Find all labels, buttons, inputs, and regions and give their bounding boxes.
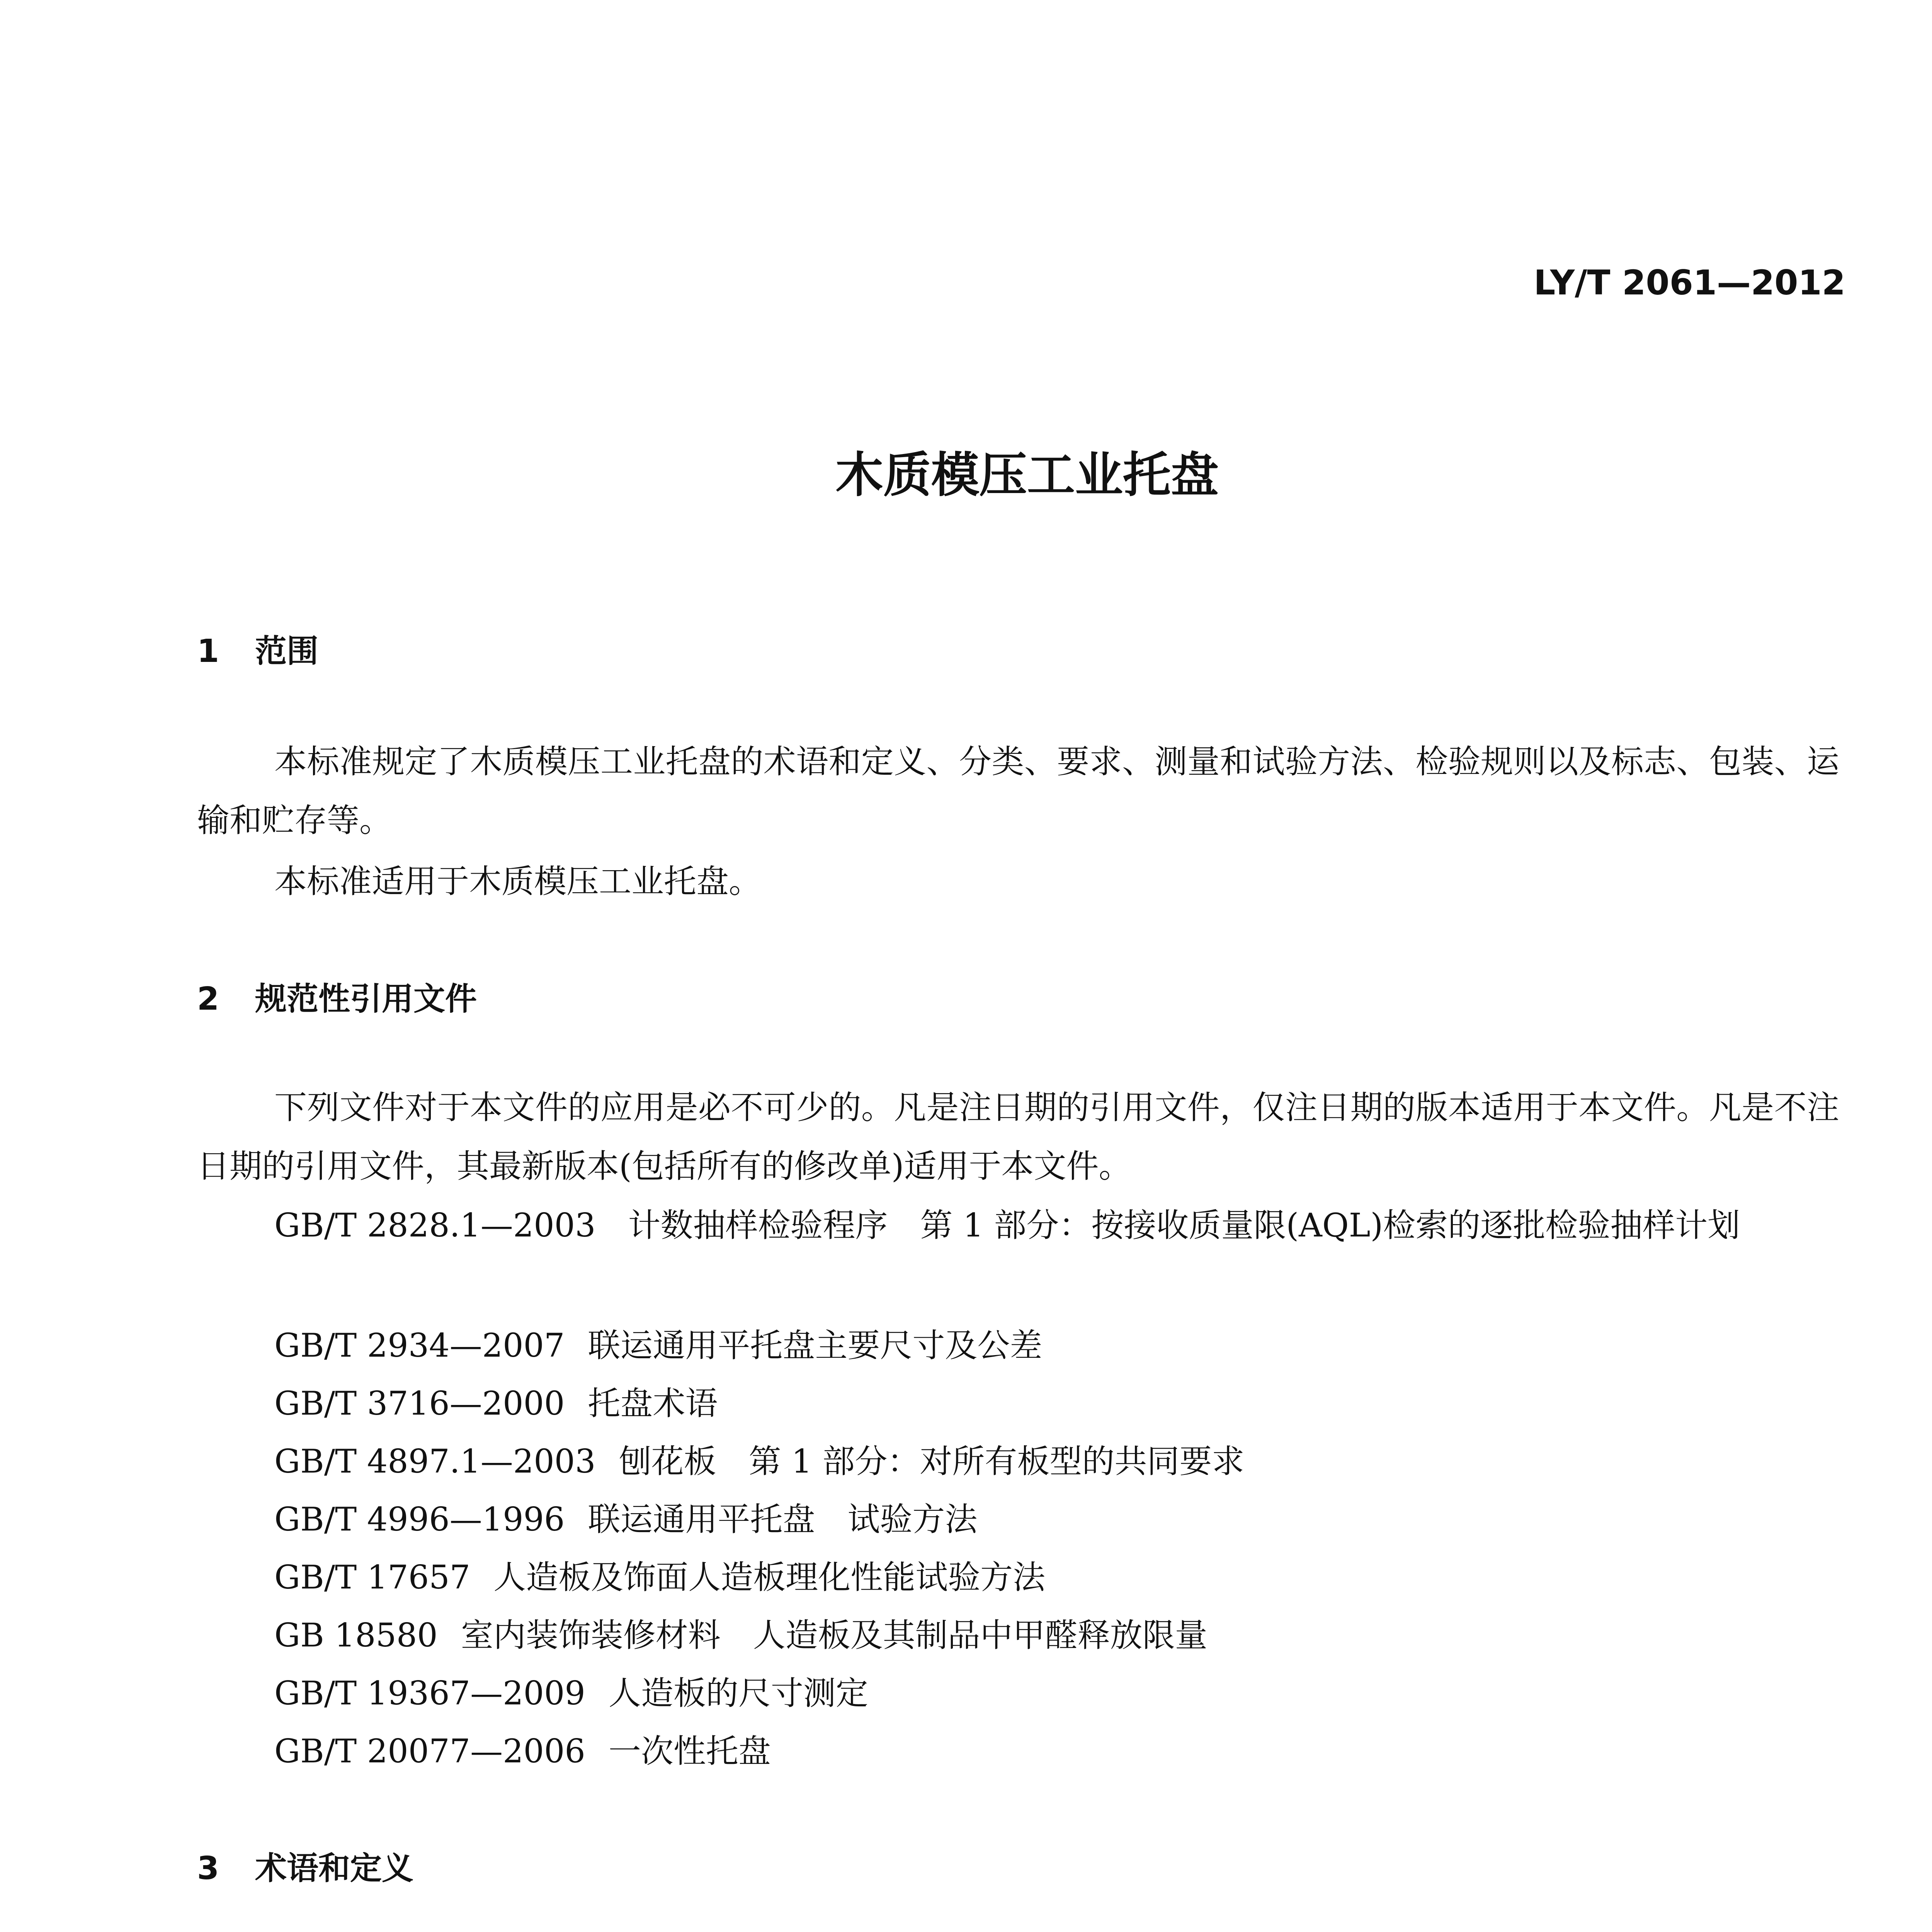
reference-name: 联运通用平托盘主要尺寸及公差 xyxy=(588,1327,1043,1364)
section-number: 3 xyxy=(197,1850,219,1887)
reference-name: 人造板的尺寸测定 xyxy=(608,1674,868,1712)
standard-number: LY/T 2061—2012 xyxy=(1534,263,1845,303)
section-title: 规范性引用文件 xyxy=(255,981,477,1017)
reference-name: 一次性托盘 xyxy=(608,1732,771,1770)
reference-name: 刨花板 第 1 部分：对所有板型的共同要求 xyxy=(619,1442,1245,1480)
paragraph: 本标准规定了木质模压工业托盘的术语和定义、分类、要求、测量和试验方法、检验规则以及标志、包装、运输和贮存等。 xyxy=(197,743,1839,839)
paragraph: 本标准适用于木质模压工业托盘。 xyxy=(274,862,762,900)
reference-item: GB/T 2828.1—2003 计数抽样检验程序 第 1 部分：按接收质量限(AQL)检索的逐批检验抽样计划 xyxy=(274,1206,1740,1244)
section-number: 2 xyxy=(197,981,219,1017)
reference-name: 联运通用平托盘 试验方法 xyxy=(588,1500,978,1538)
section-title: 术语和定义 xyxy=(255,1850,414,1887)
reference-name: 托盘术语 xyxy=(588,1384,718,1422)
reference-name: 人造板及饰面人造板理化性能试验方法 xyxy=(493,1558,1046,1596)
reference-code: GB/T 4996—1996 xyxy=(274,1500,565,1538)
document-title: 木质模压工业托盘 xyxy=(835,447,1219,503)
reference-item xyxy=(274,1493,977,1540)
reference-item xyxy=(274,1725,771,1772)
section-2-heading xyxy=(197,974,477,1019)
reference-item xyxy=(274,1320,1042,1366)
reference-code: GB/T 4897.1—2003 xyxy=(274,1442,596,1480)
reference-code: GB/T 3716—2000 xyxy=(274,1384,565,1422)
section-1-heading xyxy=(197,626,318,671)
section-3-heading xyxy=(197,1843,413,1888)
reference-item xyxy=(274,1609,1208,1656)
reference-code: GB/T 2934—2007 xyxy=(274,1327,565,1364)
reference-item xyxy=(274,1435,1244,1482)
reference-item xyxy=(274,1667,868,1714)
reference-code: GB/T 17657 xyxy=(274,1558,471,1596)
reference-name: 室内装饰装修材料 人造板及其制品中甲醛释放限量 xyxy=(461,1616,1208,1654)
reference-item xyxy=(274,1551,1045,1598)
section-title: 范围 xyxy=(255,633,319,670)
section-number: 1 xyxy=(197,633,219,670)
reference-item xyxy=(274,1378,718,1424)
paragraph: 下列文件对于本文件的应用是必不可少的。凡是注日期的引用文件，仅注日期的版本适用于本文件。凡是不注日期的引用文件，其最新版本(包括所有的修改单)适用于本文件。 xyxy=(197,1088,1839,1185)
reference-code: GB/T 20077—2006 xyxy=(274,1732,585,1770)
reference-code: GB 18580 xyxy=(274,1616,438,1654)
reference-code: GB/T 19367—2009 xyxy=(274,1674,585,1712)
